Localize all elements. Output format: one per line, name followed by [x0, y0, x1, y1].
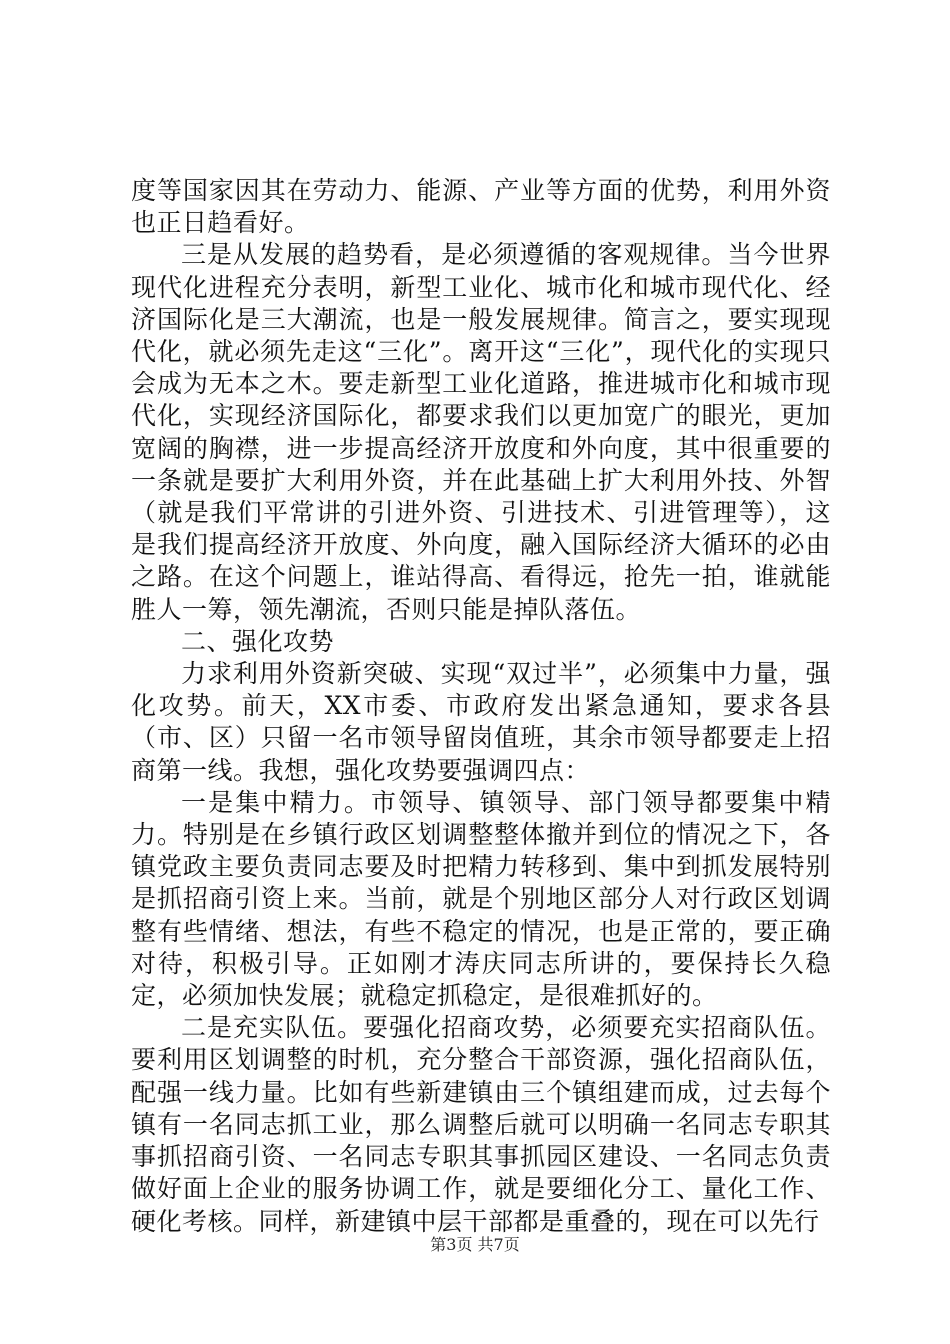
page-number-footer: 第3页 共7页 [430, 1235, 520, 1254]
paragraph-3: 力求利用外资新突破、实现“双过半”，必须集中力量，强化攻势。前天，XX市委、市政府发出紧急通知，要求各县（市、区）只留一名市领导留岗值班，其余市领导都要走上招商第一线。我想，强化攻势要强调四点： [131, 659, 831, 785]
paragraph-2: 三是从发展的趋势看，是必须遵循的客观规律。当今世界现代化进程充分表明，新型工业化、城市化和城市现代化、经济国际化是三大潮流，也是一般发展规律。简言之，要实现现代化，就必须先走这“三化”。离开这“三化”，现代化的实现只会成为无本之木。要走新型工业化道路，推进城市化和城市现代化，实现经济国际化，都要求我们以更加宽广的眼光，更加宽阔的胸襟，进一步提高经济开放度和外向度，其中很重要的一条就是要扩大利用外资，并在此基础上扩大利用外技、外智（就是我们平常讲的引进外资、引进技术、引进管理等），这是我们提高经济开放度、外向度，融入国际经济大循环的必由之路。在这个问题上，谁站得高、看得远，抢先一拍，谁就能胜人一筹，领先潮流，否则只能是掉队落伍。 [131, 240, 831, 624]
paragraph-1: 度等国家因其在劳动力、能源、产业等方面的优势，利用外资也正日趋看好。 [131, 176, 831, 238]
paragraph-4: 一是集中精力。市领导、镇领导、部门领导都要集中精力。特别是在乡镇行政区划调整整体撤并到位的情况之下，各镇党政主要负责同志要及时把精力转移到、集中到抓发展特别是抓招商引资上来。当前，就是个别地区部分人对行政区划调整有些情绪、想法，有些不稳定的情况，也是正常的，要正确对待，积极引导。正如刚才涛庆同志所讲的，要保持长久稳定，必须加快发展；就稳定抓稳定，是很难抓好的。 [131, 787, 831, 1011]
document-body [131, 175, 831, 1238]
paragraph-5: 二是充实队伍。要强化招商攻势，必须要充实招商队伍。要利用区划调整的时机，充分整合干部资源，强化招商队伍，配强一线力量。比如有些新建镇由三个镇组建而成，过去每个镇有一名同志抓工业，那么调整后就可以明确一名同志专职其事抓招商引资、一名同志专职其事抓园区建设、一名同志负责做好面上企业的服务协调工作，就是要细化分工、量化工作、硬化考核。同样，新建镇中层干部都是重叠的，现在可以先行 [131, 1013, 831, 1236]
section-heading: 二、强化攻势 [181, 626, 335, 656]
